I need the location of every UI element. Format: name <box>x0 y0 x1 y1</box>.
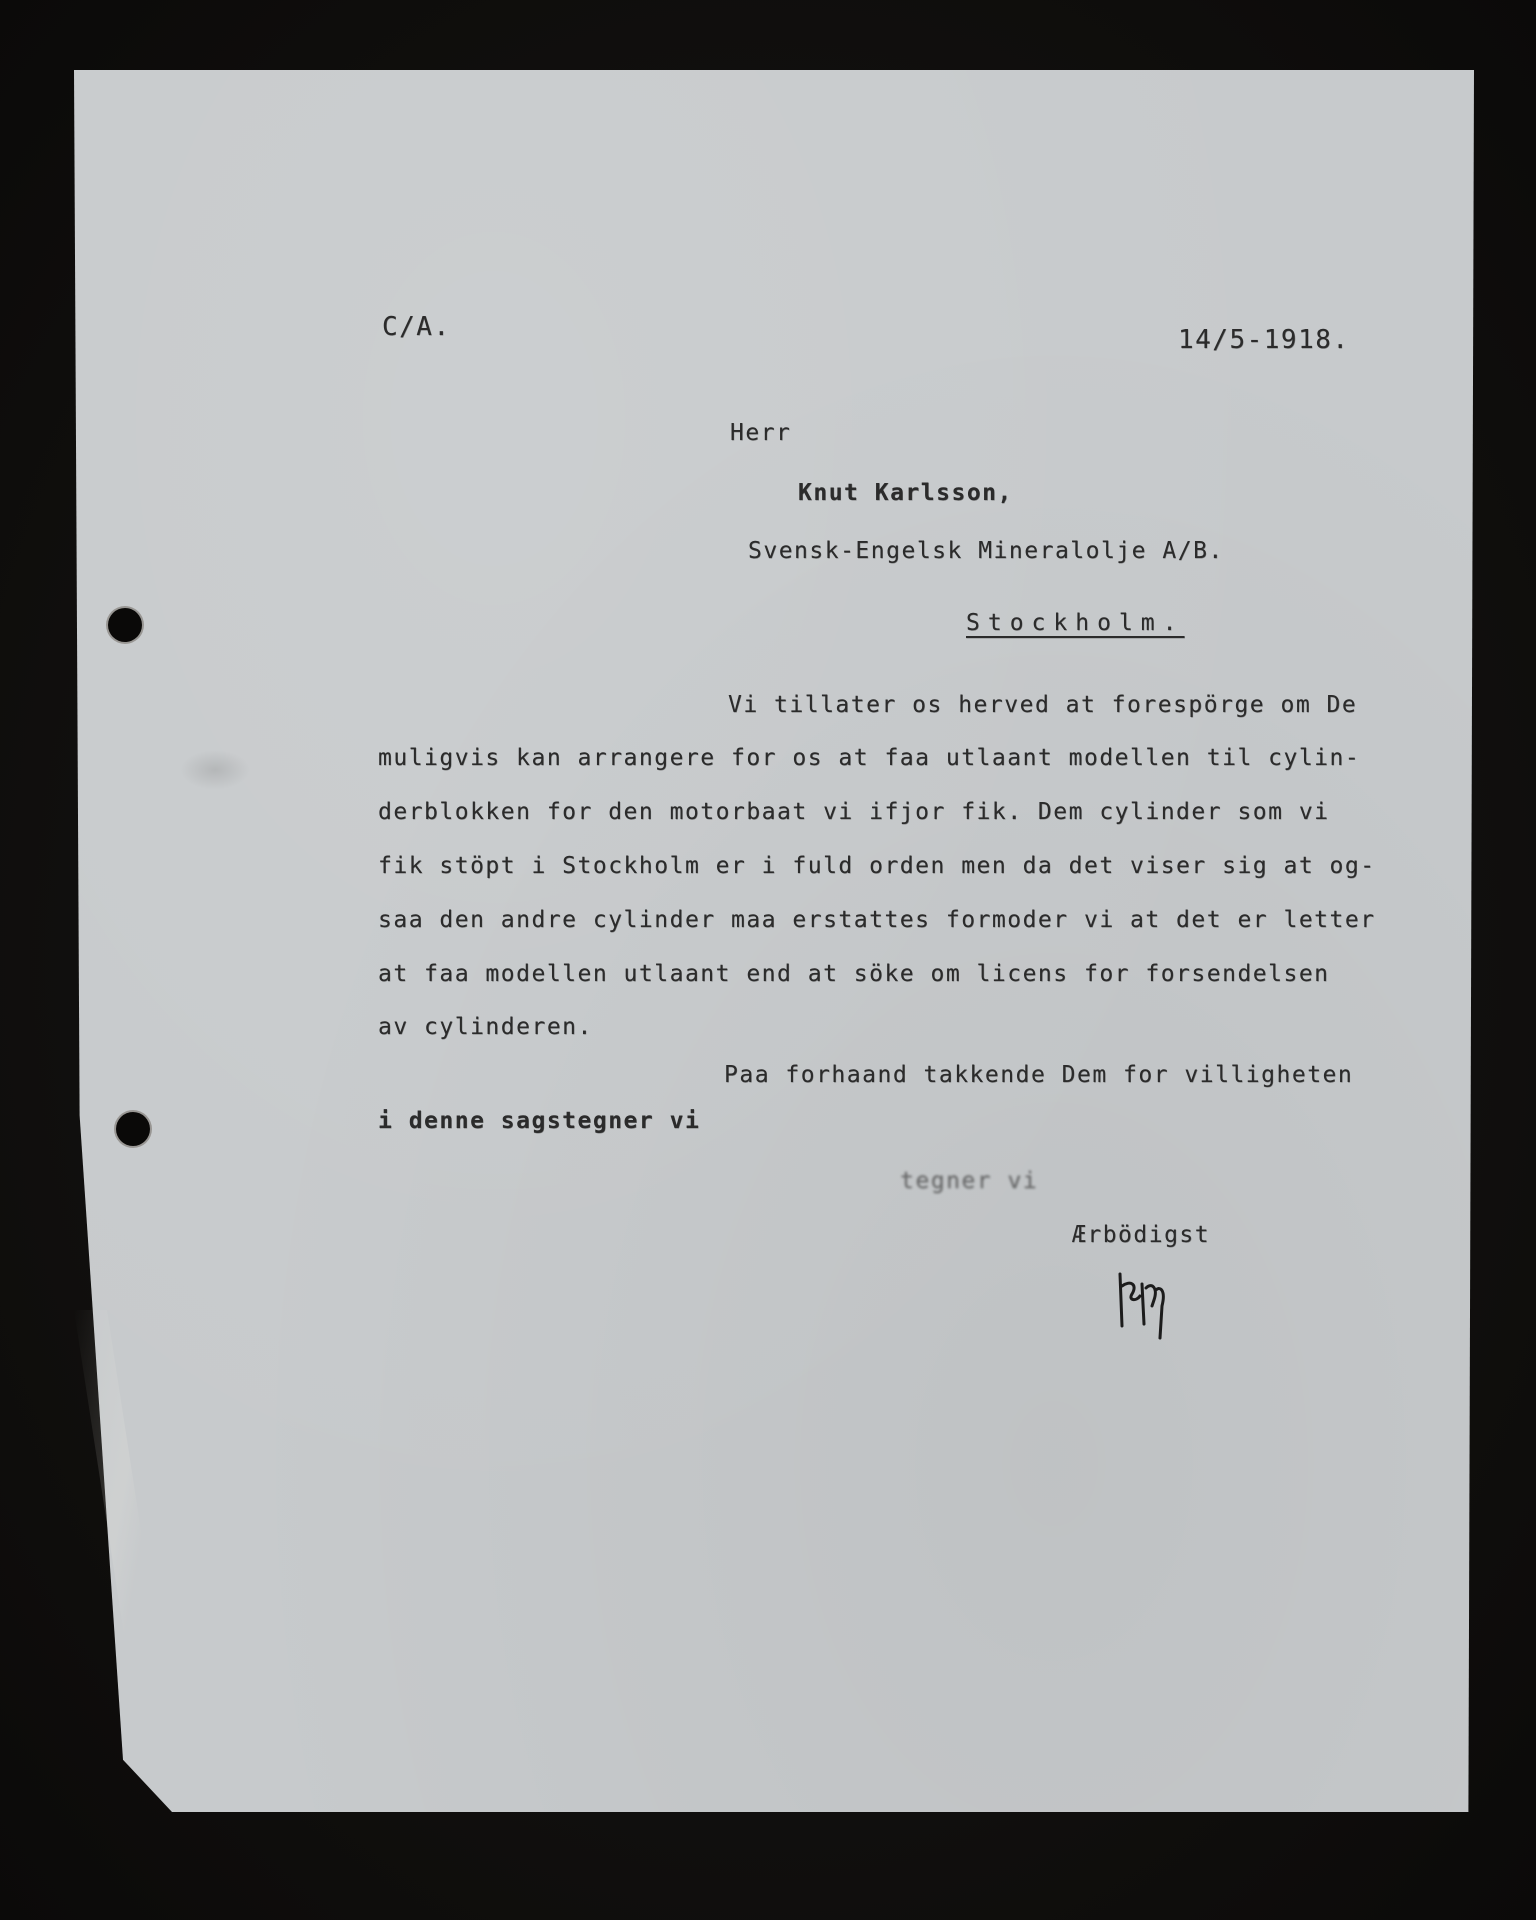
punch-hole-bottom <box>116 1112 150 1146</box>
valediction: Ærbödigst <box>1072 1222 1211 1248</box>
recipient-name: Knut Karlsson, <box>798 480 1013 506</box>
punch-hole-top <box>108 608 142 642</box>
reference-code: C/A. <box>382 312 451 342</box>
closing-paragraph-line: Paa forhaand takkende Dem for villigheten <box>724 1062 1354 1088</box>
body-line: fik stöpt i Stockholm er i fuld orden men da det viser sig at og- <box>378 853 1376 879</box>
ink-smudge <box>180 750 250 790</box>
struck-out-text: tegner vi <box>900 1168 1039 1194</box>
salutation: Herr <box>730 420 792 446</box>
recipient-company: Svensk-Engelsk Mineralolje A/B. <box>748 538 1224 564</box>
handwritten-signature <box>1108 1266 1188 1346</box>
recipient-city: Stockholm. <box>966 610 1185 636</box>
body-line: av cylinderen. <box>378 1014 593 1040</box>
body-line: at faa modellen utlaant end at söke om licens for forsendelsen <box>378 961 1330 987</box>
body-line: derblokken for den motorbaat vi ifjor fik. Dem cylinder som vi <box>378 799 1330 825</box>
body-line: muligvis kan arrangere for os at faa utlaant modellen til cylin- <box>378 745 1361 771</box>
body-line: Vi tillater os herved at forespörge om De <box>728 692 1358 718</box>
letter-date: 14/5-1918. <box>1178 325 1350 355</box>
body-line: saa den andre cylinder maa erstattes formoder vi at det er letter <box>378 907 1376 933</box>
closing-paragraph-line: i denne sagstegner vi <box>378 1108 701 1134</box>
